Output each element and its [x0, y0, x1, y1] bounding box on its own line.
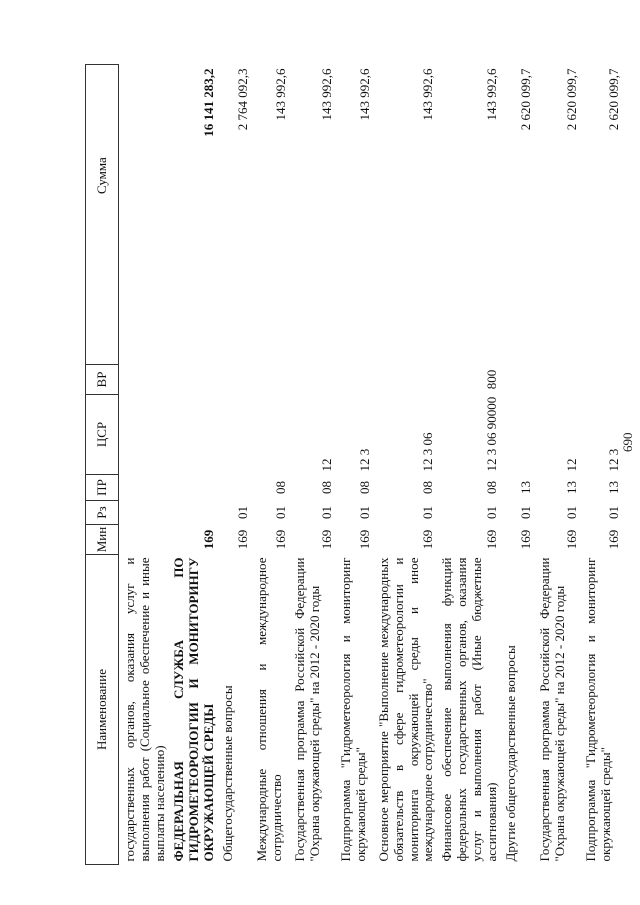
row-name: Подпрограмма "Гидрометеорология и мониторинг окружающей среды" [337, 557, 368, 862]
row-vr [119, 365, 168, 395]
row-rz: 01 [518, 506, 534, 519]
row-vr [500, 365, 534, 395]
row-sum: 2 620 099,7 [518, 68, 534, 131]
row-vr [580, 365, 622, 395]
row-min: 169 [272, 529, 288, 550]
row-vr [251, 365, 289, 395]
row-vr [335, 365, 373, 395]
row-pr: 08 [484, 481, 500, 494]
row-min: 169 [420, 529, 436, 550]
row-csr: 12 [564, 458, 580, 472]
row-min: 169 [606, 529, 622, 550]
row-name: Основное мероприятие "Выполнение международных обязательств в сфере гидрометеорологии и мониторинга окружающей среды и иное международное сотрудничество" [375, 557, 436, 862]
row-rz [168, 501, 217, 525]
row-min: 169 [356, 529, 372, 550]
row-csr: 12 3 06 90000 [484, 396, 500, 472]
table-row [580, 65, 622, 865]
row-vr [217, 365, 251, 395]
header-csr: ЦСР [86, 395, 119, 475]
table-row [217, 65, 251, 865]
row-min [119, 525, 168, 555]
row-name: Подпрограмма "Гидрометеорология и мониторинг окружающей среды" [583, 557, 614, 862]
header-sum: Сумма [86, 65, 119, 365]
row-pr: 08 [356, 481, 372, 494]
row-sum: 143 992,6 [484, 68, 500, 121]
row-sum [119, 65, 168, 365]
row-vr [289, 365, 335, 395]
row-name: Государственная программа Российской Федерации "Охрана окружающей среды" на 2012 - 2020 годы [537, 557, 568, 862]
table-row [119, 65, 168, 865]
row-csr [217, 395, 251, 475]
row-sum: 2 620 099,7 [564, 68, 580, 131]
header-pr: ПР [86, 475, 119, 501]
row-csr: 12 [318, 458, 334, 472]
row-min: 169 [518, 529, 534, 550]
row-vr [534, 365, 580, 395]
row-pr: 13 [606, 481, 622, 494]
table-row [500, 65, 534, 865]
row-sum: 2 620 099,7 [606, 68, 622, 131]
row-pr: 13 [564, 481, 580, 494]
row-pr [168, 475, 217, 501]
row-pr [119, 475, 168, 501]
row-name: Общегосударственные вопросы [219, 685, 235, 862]
header-name: Наименование [86, 555, 119, 865]
row-rz: 01 [606, 506, 622, 519]
row-name: государственных органов, оказания услуг и выполнения работ (Социальное обеспечение и иные выплаты населению) [122, 557, 167, 862]
table-row [335, 65, 373, 865]
row-sum: 143 992,6 [420, 68, 436, 121]
row-rz: 01 [356, 506, 372, 519]
row-name: Государственная программа Российской Федерации "Охрана окружающей среды" на 2012 - 2020 годы [291, 557, 322, 862]
row-vr [168, 365, 217, 395]
row-csr [168, 395, 217, 475]
row-min: 169 [234, 529, 250, 550]
row-min: 169 [564, 529, 580, 550]
row-pr: 08 [318, 481, 334, 494]
header-rz: Рз [86, 501, 119, 525]
row-name: Другие общегосударственные вопросы [503, 645, 519, 862]
row-csr: 12 3 [606, 448, 622, 472]
page-number: 690 [620, 432, 635, 452]
row-pr: 08 [272, 481, 288, 494]
table-row [289, 65, 335, 865]
table-row [373, 65, 437, 865]
row-csr: 12 3 [356, 448, 372, 472]
row-name: ФЕДЕРАЛЬНАЯ СЛУЖБА ПО ГИДРОМЕТЕОРОЛОГИИ И МОНИТОРИНГУ ОКРУЖАЮЩЕЙ СРЕДЫ [170, 557, 216, 862]
row-sum: 16 141 283,2 [200, 68, 216, 137]
row-rz: 01 [564, 506, 580, 519]
row-min: 169 [484, 529, 500, 550]
row-rz: 01 [234, 506, 250, 519]
row-rz: 01 [420, 506, 436, 519]
row-csr [119, 395, 168, 475]
row-min: 169 [318, 529, 334, 550]
row-pr: 08 [420, 481, 436, 494]
table-row [251, 65, 289, 865]
row-vr: 800 [484, 369, 500, 390]
table-row [168, 65, 217, 865]
rotated-page-content [85, 65, 622, 865]
row-pr [217, 475, 251, 501]
header-min: Мин [86, 525, 119, 555]
table-row [436, 65, 500, 865]
table-header-row [86, 65, 119, 865]
row-rz: 01 [272, 506, 288, 519]
row-sum: 143 992,6 [356, 68, 372, 121]
header-vr: ВР [86, 365, 119, 395]
budget-table [85, 64, 622, 865]
row-vr [373, 365, 437, 395]
row-rz [119, 501, 168, 525]
row-rz: 01 [318, 506, 334, 519]
row-pr: 13 [518, 481, 534, 494]
row-sum: 143 992,6 [318, 68, 334, 121]
row-rz: 01 [484, 506, 500, 519]
row-csr: 12 3 06 [420, 432, 436, 472]
row-sum: 143 992,6 [272, 68, 288, 121]
row-min: 169 [200, 529, 216, 550]
row-name: Финансовое обеспечение выполнения функций федеральных государственных органов, оказания услуг и выполнения работ (Иные бюджетные ассигнования) [439, 557, 500, 862]
table-row [534, 65, 580, 865]
row-sum: 2 764 092,3 [234, 68, 250, 131]
row-csr [251, 395, 289, 475]
row-name: Международные отношения и международное сотрудничество [253, 557, 284, 862]
row-csr [500, 395, 534, 475]
